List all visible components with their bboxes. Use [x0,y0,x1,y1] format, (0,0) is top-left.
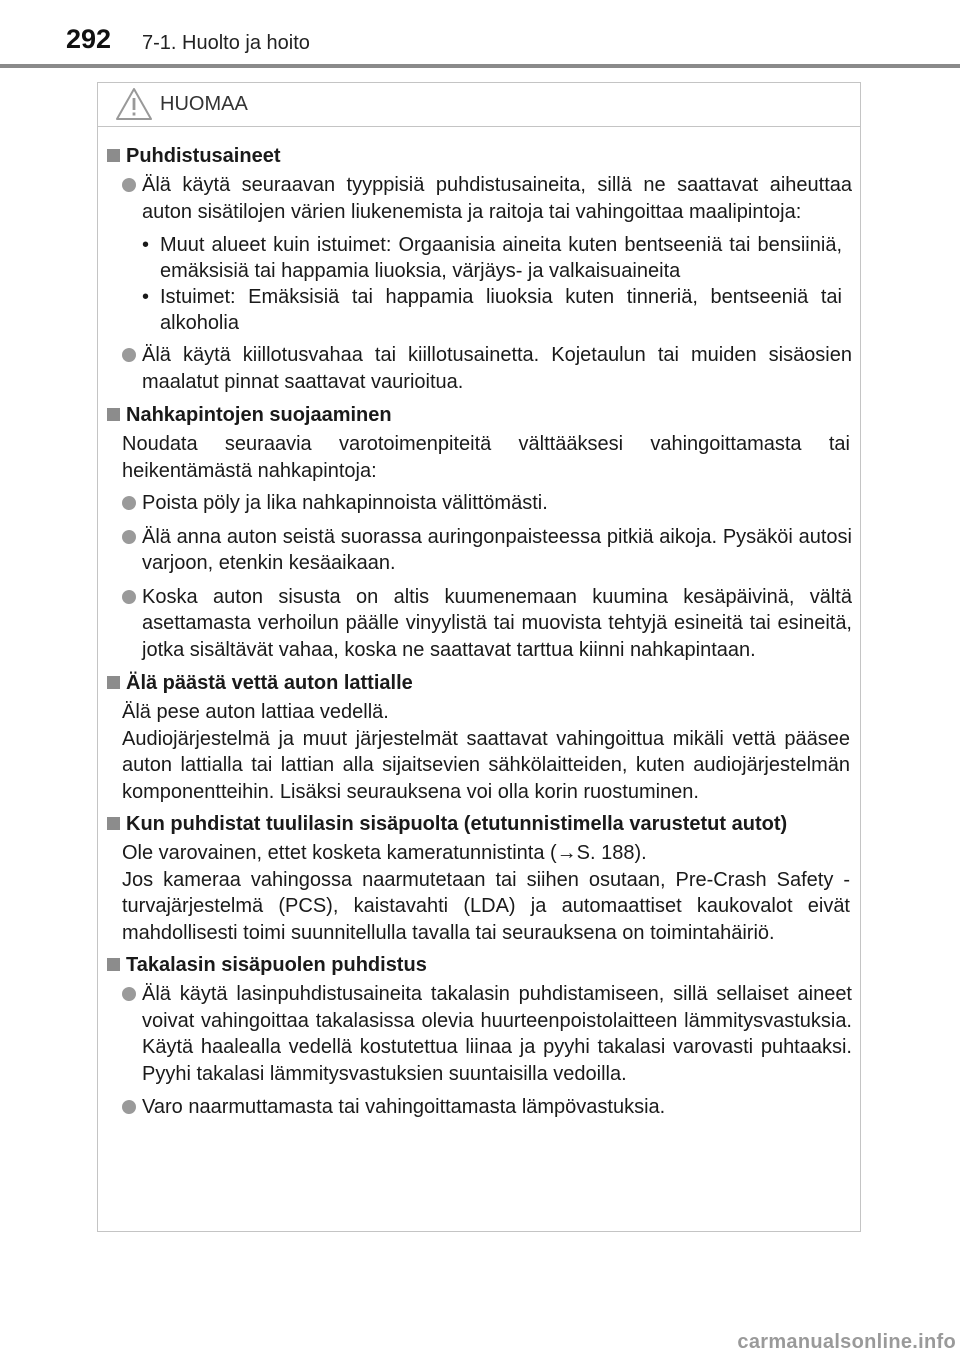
list-item: Koska auton sisusta on altis kuumenemaan kuumina kesäpäivinä, vältä asettamasta verhoilun päälle vinyylistä tai muovista tehtyjä esineitä tai esineitä, jotka sisältävät vahaa, koska ne saattavat tarttua kiinni nahkapintaan. [98,584,860,664]
paragraph: Noudata seuraavia varotoimenpiteitä välttääksesi vahingoittamasta tai heikentämästä nahkapintoja: [122,433,850,482]
section-cleaning-agents [98,143,860,395]
list-item: Älä käytä seuraavan tyyppisiä puhdistusaineita, sillä ne saattavat aiheuttaa auton sisätilojen värien liukenemista ja raitoja tai vahingoittaa maalipintoja: [98,172,860,225]
circle-bullet-icon [122,178,136,192]
section-heading: Älä päästä vettä auton lattialle [98,670,860,697]
circle-bullet-icon [122,496,136,510]
watermark: carmanualsonline.info [737,1331,956,1353]
section-heading: Takalasin sisäpuolen puhdistus [98,952,860,979]
sub-list-item: • Muut alueet kuin istuimet: Orgaanisia aineita kuten bentseeniä tai bensiiniä, emäksisiä tai happamia liuoksia, värjäys- ja valkaisuaineita [142,234,842,282]
list-item: Poista pöly ja lika nahkapinnoista välittömästi. [98,490,860,517]
circle-bullet-icon [122,530,136,544]
warning-triangle-icon [115,87,153,121]
paragraph: Jos kameraa vahingossa naarmutetaan tai siihen osutaan, Pre-Crash Safety -turvajärjestelmä (PCS), kaistavahti (LDA) ja automaattiset kaukovalot eivät mahdollisesti toimi suunnitellulla tavalla tai seurauksena on toimintahäiriö. [122,868,850,944]
paragraph: Audiojärjestelmä ja muut järjestelmät saattavat vahingoittua mikäli vettä pääsee auton lattialla tai lattian alla sijaitsevien sähkölaitteiden, kuten audiojärjestelmän komponentteihin. Lisäksi seurauksena voi olla korin ruostuminen. [122,727,850,803]
notice-label: HUOMAA [160,93,248,115]
paragraph: Ole varovainen, ettet kosketa kameratunnistinta (→S. 188). [122,842,647,864]
dot-bullet-icon: • [142,286,150,308]
section-heading: Kun puhdistat tuulilasin sisäpuolta (etutunnistimella varustetut autot) [98,811,860,838]
list-item: Älä anna auton seistä suorassa auringonpaisteessa pitkiä aikoja. Pysäköi autosi varjoon, etenkin kesäaikaan. [98,524,860,577]
section-leather-protection [98,402,860,663]
section-floor-water [98,670,860,805]
section-windshield [98,811,860,946]
paragraph: Älä pese auton lattiaa vedellä. [122,701,389,723]
list-item: Älä käytä lasinpuhdistusaineita takalasin puhdistamiseen, sillä sellaiset aineet voivat vahingoittaa takalasissa olevia huurteenpoistolaitteen lämmitysvastuksia. Käytä haalealla vedellä kostutettua liinaa ja pyyhi takalasi varovasti puhtaaksi. Pyyhi takalasi lämmitysvastuksien suuntaisilla vedoilla. [98,981,860,1087]
circle-bullet-icon [122,1100,136,1114]
header-rule [0,64,960,68]
page-header [0,0,960,70]
notice-content [98,143,860,1128]
square-bullet-icon [107,958,120,971]
square-bullet-icon [107,149,120,162]
circle-bullet-icon [122,590,136,604]
section-heading: Puhdistusaineet [98,143,860,170]
sub-list-item: • Istuimet: Emäksisiä tai happamia liuoksia kuten tinneriä, bentseeniä tai alkoholia [142,286,842,334]
square-bullet-icon [107,676,120,689]
sub-list [98,232,860,336]
notice-header [98,83,860,127]
notice-box [97,82,861,1232]
circle-bullet-icon [122,348,136,362]
section-rear-window [98,952,860,1121]
list-item: Älä käytä kiillotusvahaa tai kiillotusainetta. Kojetaulun tai muiden sisäosien maalatut pinnat saattavat vaurioitua. [98,342,860,395]
list-item: Varo naarmuttamasta tai vahingoittamasta lämpövastuksia. [98,1094,860,1121]
section-heading: Nahkapintojen suojaaminen [98,402,860,429]
section-title: 7-1. Huolto ja hoito [142,32,310,54]
square-bullet-icon [107,817,120,830]
square-bullet-icon [107,408,120,421]
circle-bullet-icon [122,987,136,1001]
dot-bullet-icon: • [142,234,150,256]
page-number: 292 [66,24,112,54]
